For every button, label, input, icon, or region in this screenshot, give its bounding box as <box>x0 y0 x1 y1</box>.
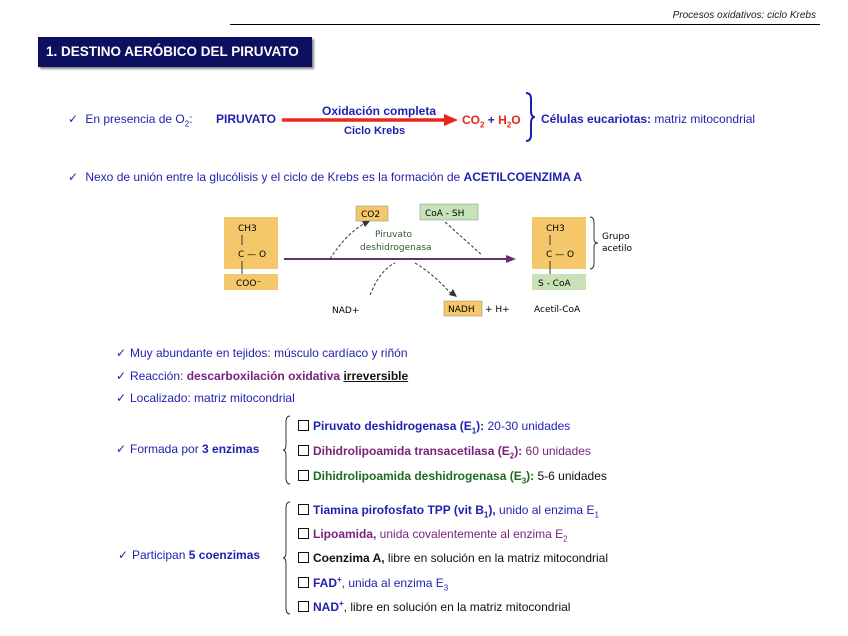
nadh-label: NADH <box>448 305 475 315</box>
check-icon: ✓ <box>116 442 127 456</box>
arrow-label-top: Oxidación completa <box>322 104 437 118</box>
checkbox-icon <box>298 577 309 588</box>
enzymes-list <box>298 419 607 494</box>
products: $CO_2 + H_2O$ <box>462 113 521 130</box>
check-icon: ✓ <box>68 170 79 184</box>
check-icon: ✓ <box>116 346 127 360</box>
coo-left: COO⁻ <box>236 279 262 289</box>
scoa-label: S - CoA <box>538 279 571 289</box>
substrate: PIRUVATO <box>216 112 277 126</box>
red-arrow <box>282 113 458 127</box>
checkbox-icon <box>298 528 309 539</box>
fact-reaction: ✓ Reacción: descarboxilación oxidativa irreversible <box>116 369 409 383</box>
checkbox-icon <box>298 420 309 431</box>
check-icon: ✓ <box>116 391 127 405</box>
right-brace <box>524 91 536 143</box>
coenzymes-list <box>298 503 608 623</box>
coenzyme-item: NAD+, libre en solución en la matriz mitocondrial <box>298 599 608 623</box>
coenzyme-item: Tiamina pirofosfato TPP (vit $B_1$), unido al enzima $E_1$ <box>298 503 608 527</box>
ch3-right: CH3 <box>546 224 565 234</box>
enzyme-label-1: Piruvato <box>375 230 413 240</box>
co-right: C — O <box>546 250 575 260</box>
check-icon: ✓ <box>116 369 127 383</box>
coash-label: CoA - SH <box>425 209 465 219</box>
nad-label: NAD+ <box>332 306 360 316</box>
enzyme-item: Piruvato deshidrogenasa $(E_1)$: 20-30 unidades <box>298 419 607 444</box>
coenzyme-item: Coenzima A, libre en solución en la matriz mitocondrial <box>298 551 608 575</box>
header-rule <box>230 24 820 25</box>
pdh-reaction-diagram <box>220 195 660 325</box>
enzymes-label: ✓ Formada por 3 enzimas <box>116 442 260 456</box>
coenzyme-item: FAD+, unida al enzima $E_3$ <box>298 575 608 599</box>
coenzymes-label: ✓ Participan 5 coenzimas <box>118 548 261 562</box>
grupo-label-1: Grupo <box>602 232 630 242</box>
presence-label: En presencia de O <box>85 112 185 126</box>
header-subject: Procesos oxidativos: ciclo Krebs <box>672 10 816 21</box>
nexus-line: ✓ Nexo de unión entre la glucólisis y el ciclo de Krebs es la formación de ACETILCOENZIMA A <box>68 170 582 184</box>
enzymes-brace <box>282 414 292 486</box>
fact-abundance: ✓ Muy abundante en tejidos: músculo cardíaco y riñón <box>116 346 408 360</box>
checkbox-icon <box>298 601 309 612</box>
acetil-label: Acetil-CoA <box>534 305 581 315</box>
fact-location: ✓ Localizado: matriz mitocondrial <box>116 391 295 405</box>
enzyme-item: Dihidrolipoamida deshidrogenasa $(E_3)$: 5-6 unidades <box>298 469 607 494</box>
co-left: C — O <box>238 250 267 260</box>
arrow-label-bottom: Ciclo Krebs <box>344 125 406 137</box>
section-title: 1. DESTINO AERÓBICO DEL PIRUVATO <box>38 37 312 67</box>
check-icon: ✓ <box>118 548 129 562</box>
grupo-label-2: acetilo <box>602 244 633 254</box>
enzyme-label-2: deshidrogenasa <box>360 243 432 253</box>
checkbox-icon <box>298 470 309 481</box>
check-icon: ✓ <box>68 112 79 126</box>
checkbox-icon <box>298 445 309 456</box>
co2-label: CO2 <box>361 210 381 220</box>
h-plus-label: + H+ <box>485 305 510 315</box>
enzyme-item: Dihidrolipoamida transacetilasa $(E_2)$: 60 unidades <box>298 444 607 469</box>
checkbox-icon <box>298 552 309 563</box>
cell-location: Células eucariotas: matriz mitocondrial <box>541 112 756 126</box>
coenzymes-brace <box>282 500 292 616</box>
coenzyme-item: Lipoamida, unida covalentemente al enzima $E_2$ <box>298 527 608 551</box>
ch3-left: CH3 <box>238 224 257 234</box>
checkbox-icon <box>298 504 309 515</box>
presence-line: ✓ En presencia de $O_2$: <box>68 112 193 129</box>
